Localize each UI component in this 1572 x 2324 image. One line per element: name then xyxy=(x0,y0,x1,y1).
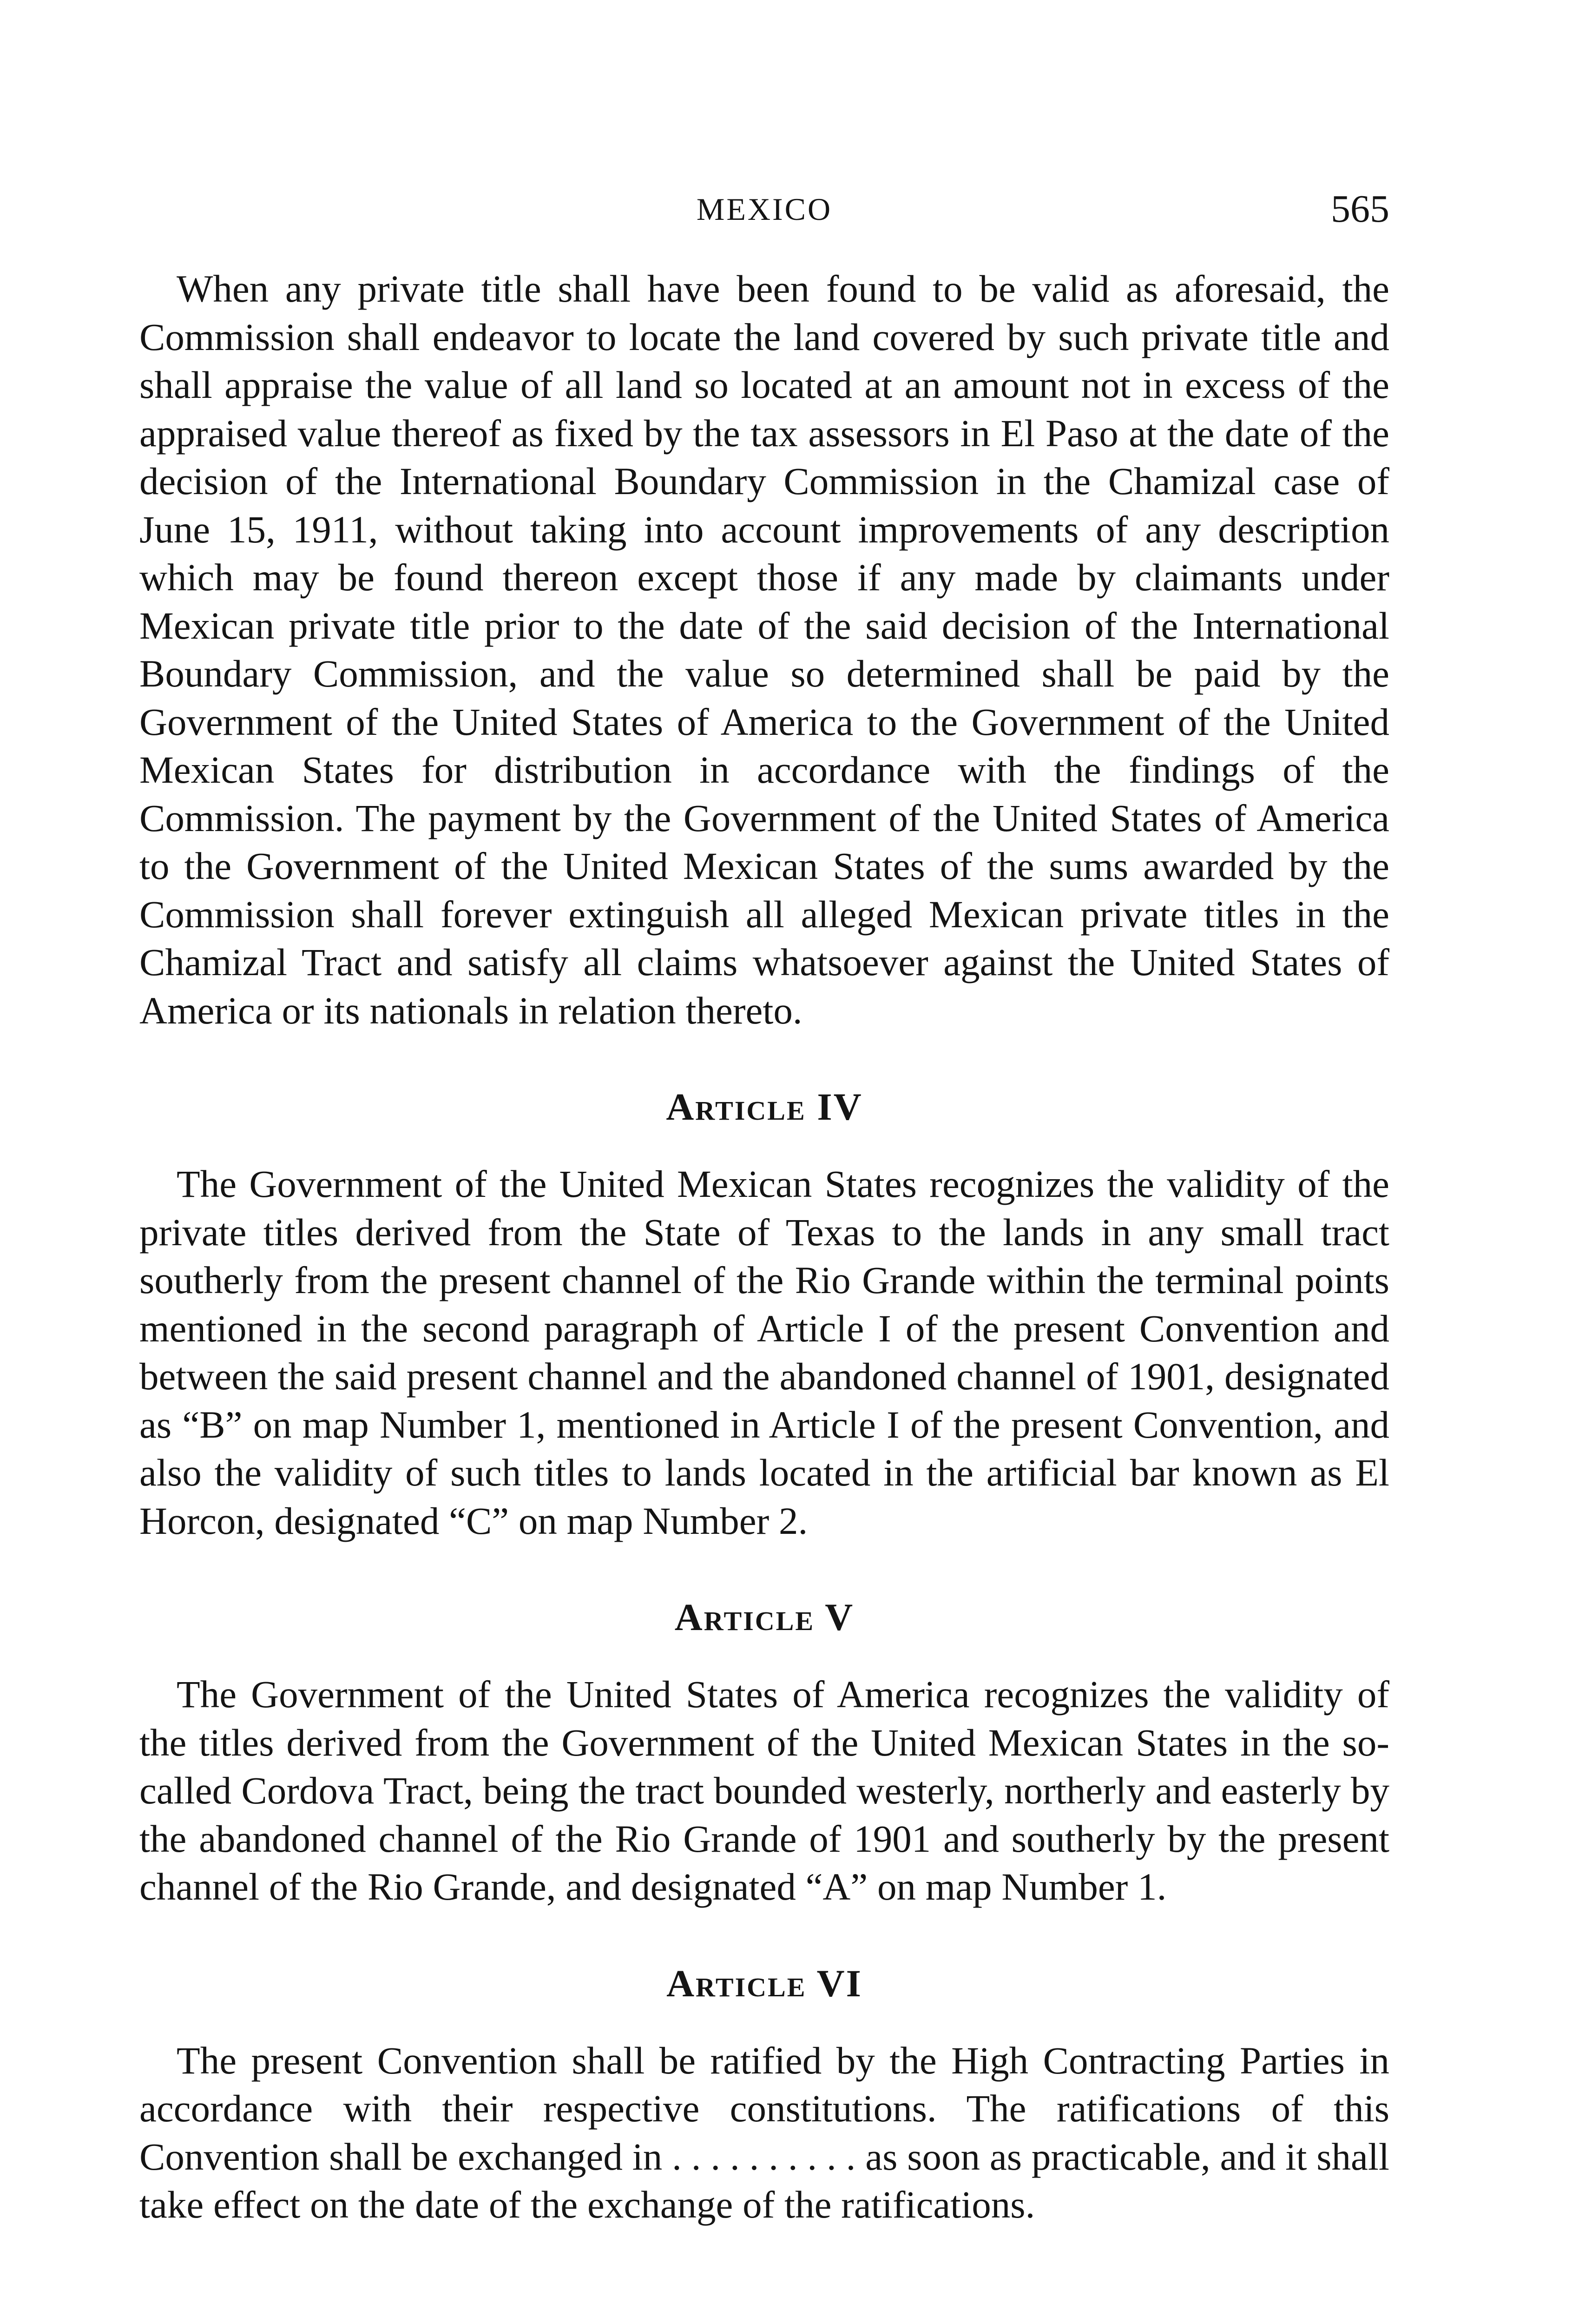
paragraph-article-vi: The present Convention shall be ratified by the High Contracting Parties in accordance with their respective constitutions. The ratifications of this Convention shall be exchanged in . . . . . . . . . . as soon as practicable, and it shall take effect on the date of the exchange of the ratifications. xyxy=(139,2039,1389,2226)
running-head: MEXICO xyxy=(696,191,833,227)
article-heading-vi: Article VI xyxy=(666,1961,862,2005)
paragraph-continuation: When any private title shall have been found to be valid as aforesaid, the Commission shall endeavor to locate the land covered by such private title and shall appraise the value of all land so located at an amount not in excess of the appraised value thereof as fixed by the tax assessors in El Paso at the date of the decision of the International Boundary Commission in the Chamizal case of June 15, 1911, without taking into account improvements of any description which may be found thereon except those if any made by claimants under Mexican private title prior to the date of the said decision of the International Boundary Commission, and the value so determined shall be paid by the Government of the United States of America to the Government of the United Mexican States for distribution in accordance with the findings of the Commission. The payment by the Government of the United States of America to the Government of the United Mexican States of the sums awarded by the Commission shall forever extinguish all alleged Mexican private titles in the Chamizal Tract and satisfy all claims whatsoever against the United States of America or its nationals in relation thereto. xyxy=(139,267,1389,1032)
paragraph-article-iv: The Government of the United Mexican States recognizes the validity of the private titles derived from the State of Texas to the lands in any small tract southerly from the present channel of the Rio Grande within the terminal points mentioned in the second paragraph of Article I of the present Convention and between the said present channel and the abandoned channel of 1901, designated as “B” on map Number 1, mentioned in Article I of the present Convention, and also the validity of such titles to lands located in the artificial bar known as El Horcon, designated “C” on map Number 2. xyxy=(139,1162,1389,1542)
article-heading-v: Article V xyxy=(674,1596,855,1638)
body-text xyxy=(139,265,1389,2229)
page-number: 565 xyxy=(1331,187,1389,231)
article-heading-iv: Article IV xyxy=(666,1085,863,1128)
page-header xyxy=(139,186,1389,232)
paragraph-article-v: The Government of the United States of America recognizes the validity of the titles derived from the Government of the United Mexican States in the so-called Cordova Tract, being the tract bounded westerly, northerly and easterly by the abandoned channel of the Rio Grande of 1901 and southerly by the present channel of the Rio Grande, and designated “A” on map Number 1. xyxy=(139,1673,1389,1908)
